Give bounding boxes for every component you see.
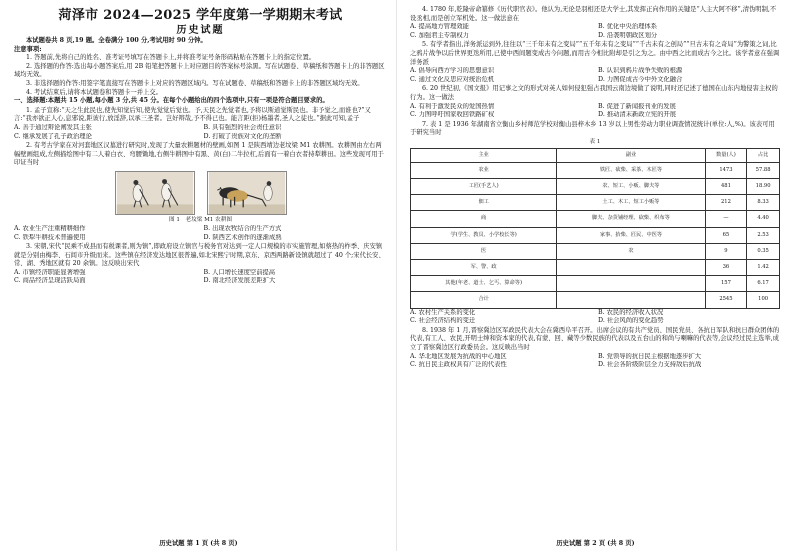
question-8-stem: 8. 1938 年 1 月,晋察冀边区军政民代表大会在冀西阜平召开。出席会议的有共产党员、国民党员、各抗日军队和抗日群众团体的代表,有工人、农民,开明士绅和资本家的代表,有蒙、回、藏等少数民族的代表以及五台山的和尚与喇嘛的代表等,会议经过民主选举,成立了晋察冀边区行政委员会。这反映出当时: [410, 326, 780, 351]
question-1-options: [14, 124, 387, 141]
exam-title: 菏泽市 2024—2025 学年度第一学期期末考试: [58, 8, 343, 23]
cell: 医: [411, 243, 557, 259]
option-c: C. 继承发展了孔子政治理论: [14, 132, 92, 140]
table-1-caption: 表 1: [589, 138, 601, 145]
cell: 2.53: [747, 227, 780, 243]
cell: 农、短工、小贩、脚夫等: [557, 179, 705, 195]
question-5-options: [410, 67, 780, 84]
notice-title: 注意事项:: [14, 45, 42, 53]
cell: [557, 260, 705, 276]
cell: 36: [705, 260, 747, 276]
question-7-options: [410, 309, 780, 326]
option-d: D. 沿袭明朝政区划分: [598, 31, 658, 39]
question-2-stem: 2. 有考古学家在对河套地区汉墓进行研究时,发现了大量农耕题材的壁画,如图 1 是陕西靖边老坟梁 M1 农耕图。农耕图由左右两幅壁画组成,左侧描绘图中有二人着白衣、弯腰锄地,右侧牛耕图中有黑、黄(白)二牛拉杠,后面有一着白衣者持犁耕田。这些发现可用于印证当时: [14, 142, 384, 167]
page-1-content: [14, 6, 387, 286]
option-d: D. 打破了贵族对文化的垄断: [203, 132, 282, 140]
option-d: D. 社会各阶级阶层全力支持敌后抗战: [598, 361, 702, 369]
cell: 157: [705, 276, 747, 292]
header-cell: 主业: [411, 148, 557, 162]
cell: 工匠(手艺人): [411, 179, 557, 195]
section-title: 一、选择题:本题共 15 小题,每小题 3 分,共 45 分。在每个小题给出的四个选项中,只有一项是符合题目要求的。: [14, 97, 329, 105]
cell: 佃工: [411, 195, 557, 211]
option-b: B. 出现农牧结合的生产方式: [203, 224, 282, 232]
table-row: [411, 162, 780, 178]
option-b: B. 人口增长速度空前提高: [203, 268, 276, 276]
option-a: A. 农业生产注重精耕细作: [14, 224, 86, 232]
option-c: C. 加强君主专制权力: [410, 31, 469, 39]
question-8-options: [410, 353, 780, 370]
cell: 1.42: [747, 260, 780, 276]
option-b: B. 优化中央治理体系: [598, 23, 658, 31]
table-header-row: [411, 148, 780, 162]
cell: 481: [705, 179, 747, 195]
table-row: [411, 276, 780, 292]
cell: [557, 292, 705, 308]
exam-page-2: [397, 0, 794, 551]
option-d: D. 力图促成古今中外文化融合: [598, 75, 683, 83]
header-cell: 占比: [747, 148, 780, 162]
option-c: C. 商品经济呈现活跃局面: [14, 277, 86, 285]
question-1-stem: 1. 孟子宣称:“天之生此民也,使先知觉后知,使先觉觉后觉也。予,天民之先觉者也,予将以斯道觉斯民也。非予觉之,而谁也?”又言:“我亦欲正人心,息邪说,距诐行,放淫辞,以承三圣者。岂好辩哉,予不得已也。能言距(拒)杨墨者,圣人之徒也。”据此可知,孟子: [14, 106, 371, 123]
option-a: A. 农村生产关系的变化: [410, 308, 476, 316]
option-d: D. 陕西艺术创作的逐渐成熟: [203, 233, 282, 241]
header-cell: 副业: [557, 148, 705, 162]
cell: 0.35: [747, 243, 780, 259]
figure-1-caption: 图 1 老坟梁 M1 农耕图: [169, 216, 232, 223]
option-a: A. 市镇经济职能显著增强: [14, 268, 86, 276]
cell: 18.90: [747, 179, 780, 195]
table-row: [411, 179, 780, 195]
cell: 脚夫、杂货铺经理、砍柴、织布等: [557, 211, 705, 227]
cell: 农: [557, 243, 705, 259]
cell: 2545: [705, 292, 747, 308]
page-2-footer: 历史试题 第 2 页 (共 8 页): [556, 540, 635, 547]
header-cell: 数量(人): [705, 148, 747, 162]
cell: —: [705, 211, 747, 227]
table-row: [411, 211, 780, 227]
table-row: [411, 227, 780, 243]
cell: 4.40: [747, 211, 780, 227]
option-c: C. 铁犁牛耕技术普遍使用: [14, 233, 86, 241]
cell: 学(学生、教员、小学校长等): [411, 227, 557, 243]
option-a: A. 倡导向西方学习的思想意识: [410, 67, 495, 75]
option-a: A. 提高地方管理效能: [410, 23, 469, 31]
ox-plough-mural: [207, 171, 287, 215]
option-b: B. 党领导的抗日民主根据地逐步扩大: [598, 352, 702, 360]
cell: 军、警、政: [411, 260, 557, 276]
cell: 合计: [411, 292, 557, 308]
question-6-stem: 6. 20 世纪初,《国文报》用记事之文的形式对英人如何侵犯强占我国云南边境做了说明,同时还记述了德国在山东内地侵害主权的行为。这一做法: [410, 85, 778, 101]
option-c: C. 社会经济结构的变迁: [410, 317, 476, 325]
table-row: [411, 195, 780, 211]
cell: 6.17: [747, 276, 780, 292]
cell: 商: [411, 211, 557, 227]
notice-item: 3. 非选择题的作答:用签字笔直接写在答题卡上对应的答题区域内。写在试题卷、草稿纸和答题卡上的非答题区域均无效。: [26, 79, 364, 87]
cell: [557, 276, 705, 292]
question-2-options: [14, 225, 387, 242]
option-b: B. 认识到鸦片战争失败的根源: [598, 67, 683, 75]
question-5-stem: 5. 有学者指出,洋务派运到外,往往以“三千年未有之变局”“五千年未有之变局”“千古未有之创局”“旦古未有之奇局”为警策之词,比之鸦片战争以后世界更迭所用,已使中西间题变成古今问题,而用古今相比附却是引之为之。由中西之比而成古今之比。该学者意在强调洋务派: [410, 41, 780, 66]
cell: 铁匠、砍柴、采茶、木匠等: [557, 162, 705, 178]
page-2-content: [410, 6, 780, 370]
option-a: A. 善于通过辩论阐发其主张: [14, 123, 92, 131]
question-7-stem: 7. 表 1 是 1936 年湖南省立衡山乡村师范学校对衡山县梓木乡 13 岁以上男性劳动力职业调查情况统计(单位:人,%)。该表可用于研究当时: [410, 120, 775, 137]
notice-item: 1. 答题前,先将自己的姓名、准考证号填写在答题卡上,并将准考证号条形码粘贴在答题卡上的指定位置。: [26, 54, 316, 62]
cell: 农业: [411, 162, 557, 178]
option-c: C. 力图呼吁国家收回铁路矿权: [410, 111, 495, 119]
option-b: B. 具有强烈的社会责任意识: [203, 123, 282, 131]
question-3-options: [14, 269, 387, 286]
subject-title: 历史试题: [176, 25, 225, 36]
option-d: D. 社会风尚的变化趋势: [598, 317, 664, 325]
question-4-stem: 4. 1780 年,乾隆帝命纂修《历代职官表》。他认为,无论是羽相还是大学士,其发挥正向作用的关键是“人主大阿不移”,清伪明制,不设丞相,而是创立军机处。这一做法意在: [410, 6, 777, 22]
cell: 100: [747, 292, 780, 308]
cell: 土工、木工、短工小贩等: [557, 195, 705, 211]
occupation-table: [410, 148, 780, 309]
question-3-stem: 3. 宋朝,宋代“民乘不成县而有税课者,则为镇”,即政府设立镇官与税务官对达到一定人口规模的市实施管理,如蔡热的柞季、庆安镇就是分别由梅李、石闾市升级而来。这些镇在经济发达地区很普遍,如北宋熙宁时期,京东、京西两路新设镇就超过了 40 个;宋代长安、常、湖、秀地区就有 20 余镇。这反映出宋代: [14, 243, 385, 268]
cell: 家事、抬柴、匠民、中医等: [557, 227, 705, 243]
option-d: D. 推动清末新政立宪的开展: [598, 111, 677, 119]
option-c: C. 抗日民主政权具有广泛的代表性: [410, 361, 507, 369]
cell: 8.33: [747, 195, 780, 211]
question-6-options: [410, 103, 780, 120]
farming-mural-figures: [14, 171, 387, 215]
notice-item: 2. 选择题的作答:选出每小题答案后,用 2B 铅笔把答题卡上对应题目的答案标号涂黑。写在试题卷、草稿纸和答题卡上的非答题区域均无效。: [14, 62, 385, 79]
cell: 9: [705, 243, 747, 259]
notice-item: 4. 考试结束后,请将本试题卷和答题卡一并上交。: [26, 88, 162, 96]
page-1-footer: 历史试题 第 1 页 (共 8 页): [159, 540, 238, 547]
hoeing-mural: [115, 171, 195, 215]
table-total-row: [411, 292, 780, 308]
question-4-options: [410, 23, 780, 40]
cell: 65: [705, 227, 747, 243]
option-b: B. 农民的经济收入状况: [598, 308, 664, 316]
option-a: A. 华北地区发展为抗战的中心地区: [410, 352, 507, 360]
option-a: A. 有利于激发民众的爱国热情: [410, 102, 495, 110]
cell: 1473: [705, 162, 747, 178]
table-row: [411, 260, 780, 276]
cell: 57.88: [747, 162, 780, 178]
cell: 其他(年老、道士、乞丐、算命等): [411, 276, 557, 292]
exam-info: 本试题卷共 8 页,19 题。全卷满分 100 分,考试用时 90 分钟。: [26, 37, 207, 44]
option-d: D. 南北经济发展差距扩大: [203, 277, 276, 285]
cell: 212: [705, 195, 747, 211]
table-row: [411, 243, 780, 259]
option-c: C. 通过文化反思应对统治危机: [410, 75, 495, 83]
option-b: B. 促进了新闻报刊业的发展: [598, 102, 676, 110]
